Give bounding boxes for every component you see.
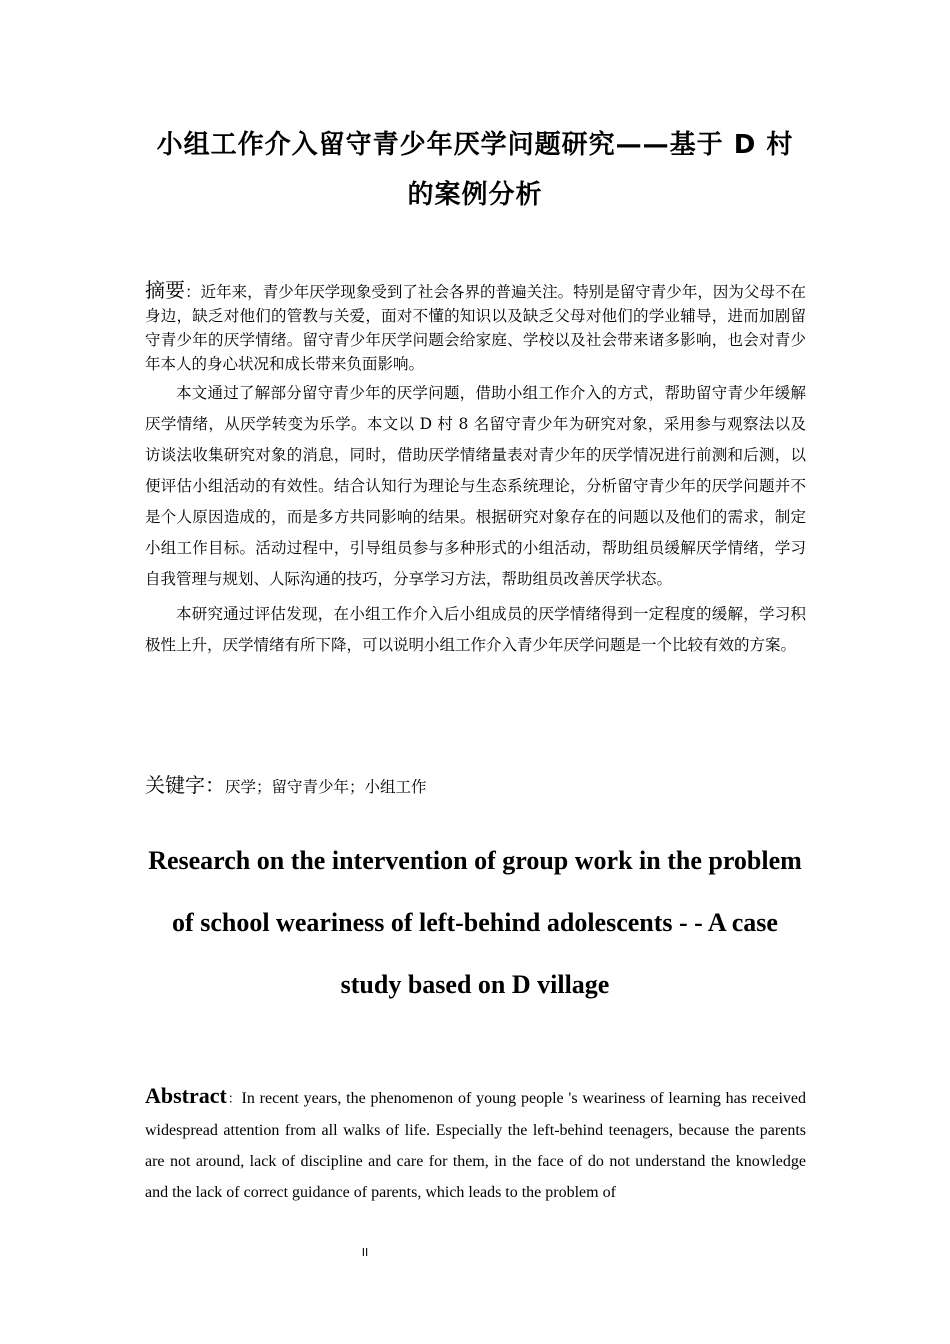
chinese-abstract (145, 278, 806, 661)
abstract-label-colon: ： (185, 283, 201, 301)
keywords-value: 厌学；留守青少年；小组工作 (225, 778, 427, 796)
english-abstract-text: In recent years, the phenomenon of young people 's weariness of learning has received widespread attention from all walks of life. Especially the left-behind teenagers, because the parents are not around, lack of discipline and care for them, in the face of do not understand the knowledge and the lack of correct guidance of parents, which leads to the problem of (145, 1090, 806, 1201)
english-abstract (145, 1080, 806, 1208)
abstract-paragraph-1 (145, 278, 806, 376)
abstract-label: 摘要 (145, 278, 186, 302)
abstract-paragraph-1-text: 近年来，青少年厌学现象受到了社会各界的普遍关注。特别是留守青少年，因为父母不在身边，缺乏对他们的管教与关爱，面对不懂的知识以及缺乏父母对他们的学业辅导，进而加剧留守青少年的厌学情绪。留守青少年厌学问题会给家庭、学校以及社会带来诸多影响，也会对青少年本人的身心状况和成长带来负面影响。 (145, 283, 806, 373)
page-number: II (361, 1246, 369, 1259)
chinese-keywords (145, 770, 806, 802)
keywords-label: 关键字 (145, 773, 205, 797)
english-title: Research on the intervention of group work in the problem of school weariness of left-behind adolescents - - A case study based on D village (148, 846, 802, 999)
abstract-paragraph-2: 本文通过了解部分留守青少年的厌学问题，借助小组工作介入的方式，帮助留守青少年缓解厌学情绪，从厌学转变为乐学。本文以 D 村 8 名留守青少年为研究对象，采用参与观察法以及访谈法收集研究对象的消息，同时，借助厌学情绪量表对青少年的厌学情况进行前测和后测，以便评估小组活动的有效性。结合认知行为理论与生态系统理论，分析留守青少年的厌学问题并不是个人原因造成的，而是多方共同影响的结果。根据研究对象存在的问题以及他们的需求，制定小组工作目标。活动过程中，引导组员参与多种形式的小组活动，帮助组员缓解厌学情绪，学习自我管理与规划、人际沟通的技巧，分享学习方法，帮助组员改善厌学状态。 (145, 384, 806, 588)
keywords-label-colon: ： (205, 773, 225, 797)
english-abstract-label: Abstract (145, 1083, 227, 1108)
chinese-title: 小组工作介入留守青少年厌学问题研究——基于 D 村的案例分析 (156, 130, 794, 210)
english-abstract-colon: ： (226, 1092, 242, 1107)
abstract-paragraph-3: 本研究通过评估发现，在小组工作介入后小组成员的厌学情绪得到一定程度的缓解，学习积极性上升，厌学情绪有所下降，可以说明小组工作介入青少年厌学问题是一个比较有效的方案。 (145, 605, 806, 654)
